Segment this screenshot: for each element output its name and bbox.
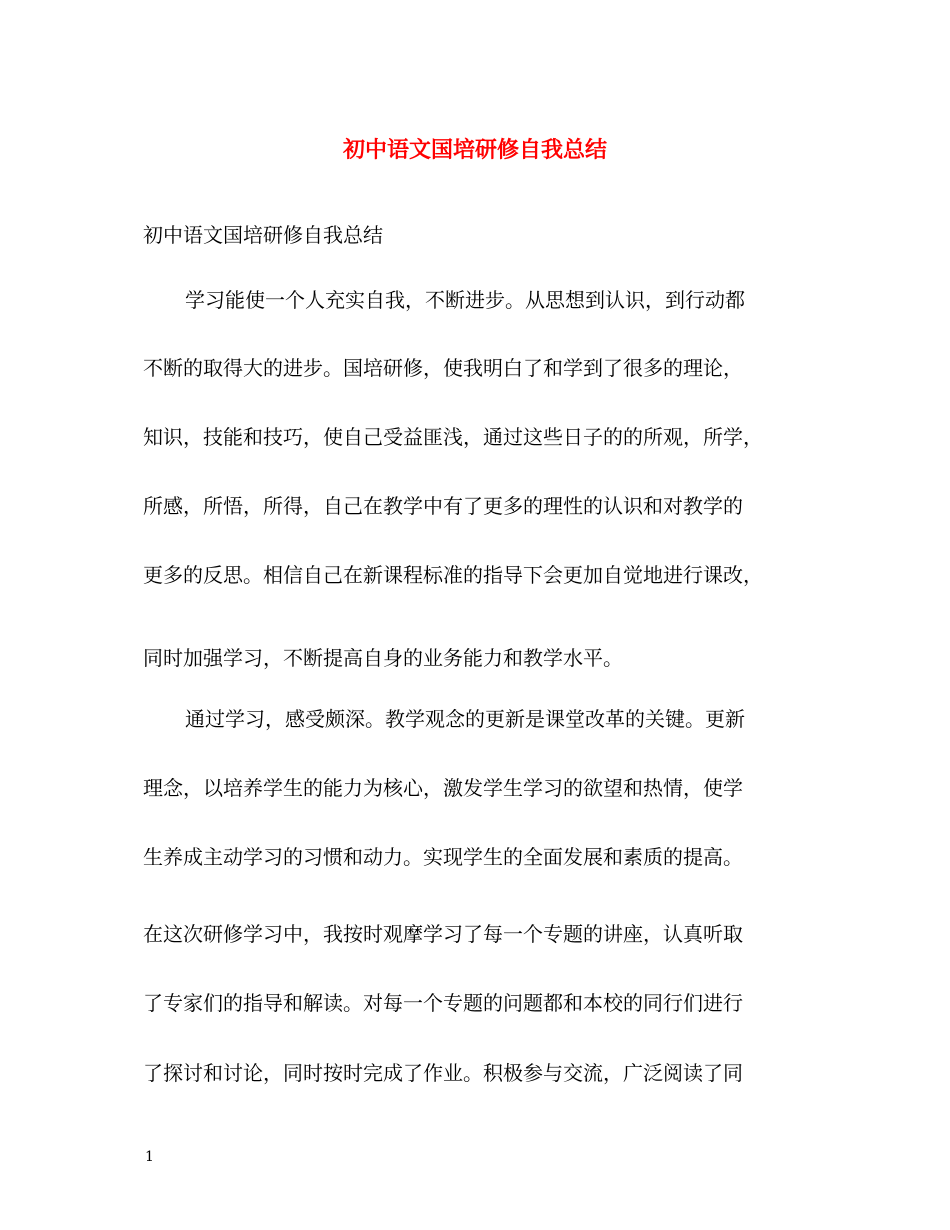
paragraph-line: 更多的反思。相信自己在新课程标准的指导下会更加自觉地进行课改， [143, 563, 763, 587]
document-subtitle: 初中语文国培研修自我总结 [143, 223, 383, 247]
paragraph-line: 在这次研修学习中，我按时观摩学习了每一个专题的讲座，认真听取 [143, 922, 743, 946]
paragraph-line: 所感，所悟，所得，自己在教学中有了更多的理性的认识和对教学的 [143, 494, 743, 518]
paragraph-line: 理念，以培养学生的能力为核心，激发学生学习的欲望和热情，使学 [143, 776, 743, 800]
paragraph-line: 了专家们的指导和解读。对每一个专题的问题都和本校的同行们进行 [143, 991, 743, 1015]
paragraph-line: 同时加强学习，不断提高自身的业务能力和教学水平。 [143, 646, 623, 670]
paragraph-line: 知识，技能和技巧，使自己受益匪浅，通过这些日子的的所观，所学， [143, 425, 763, 449]
paragraph-line: 学习能使一个人充实自我，不断进步。从思想到认识，到行动都 [185, 288, 745, 312]
paragraph-line: 通过学习，感受颇深。教学观念的更新是课堂改革的关键。更新 [185, 707, 745, 731]
paragraph-line: 不断的取得大的进步。国培研修，使我明白了和学到了很多的理论， [143, 356, 743, 380]
page-number: 1 [145, 1149, 154, 1165]
document-title: 初中语文国培研修自我总结 [342, 137, 607, 163]
paragraph-line: 生养成主动学习的习惯和动力。实现学生的全面发展和素质的提高。 [143, 845, 743, 869]
paragraph-line: 了探讨和讨论，同时按时完成了作业。积极参与交流，广泛阅读了同 [143, 1061, 743, 1085]
